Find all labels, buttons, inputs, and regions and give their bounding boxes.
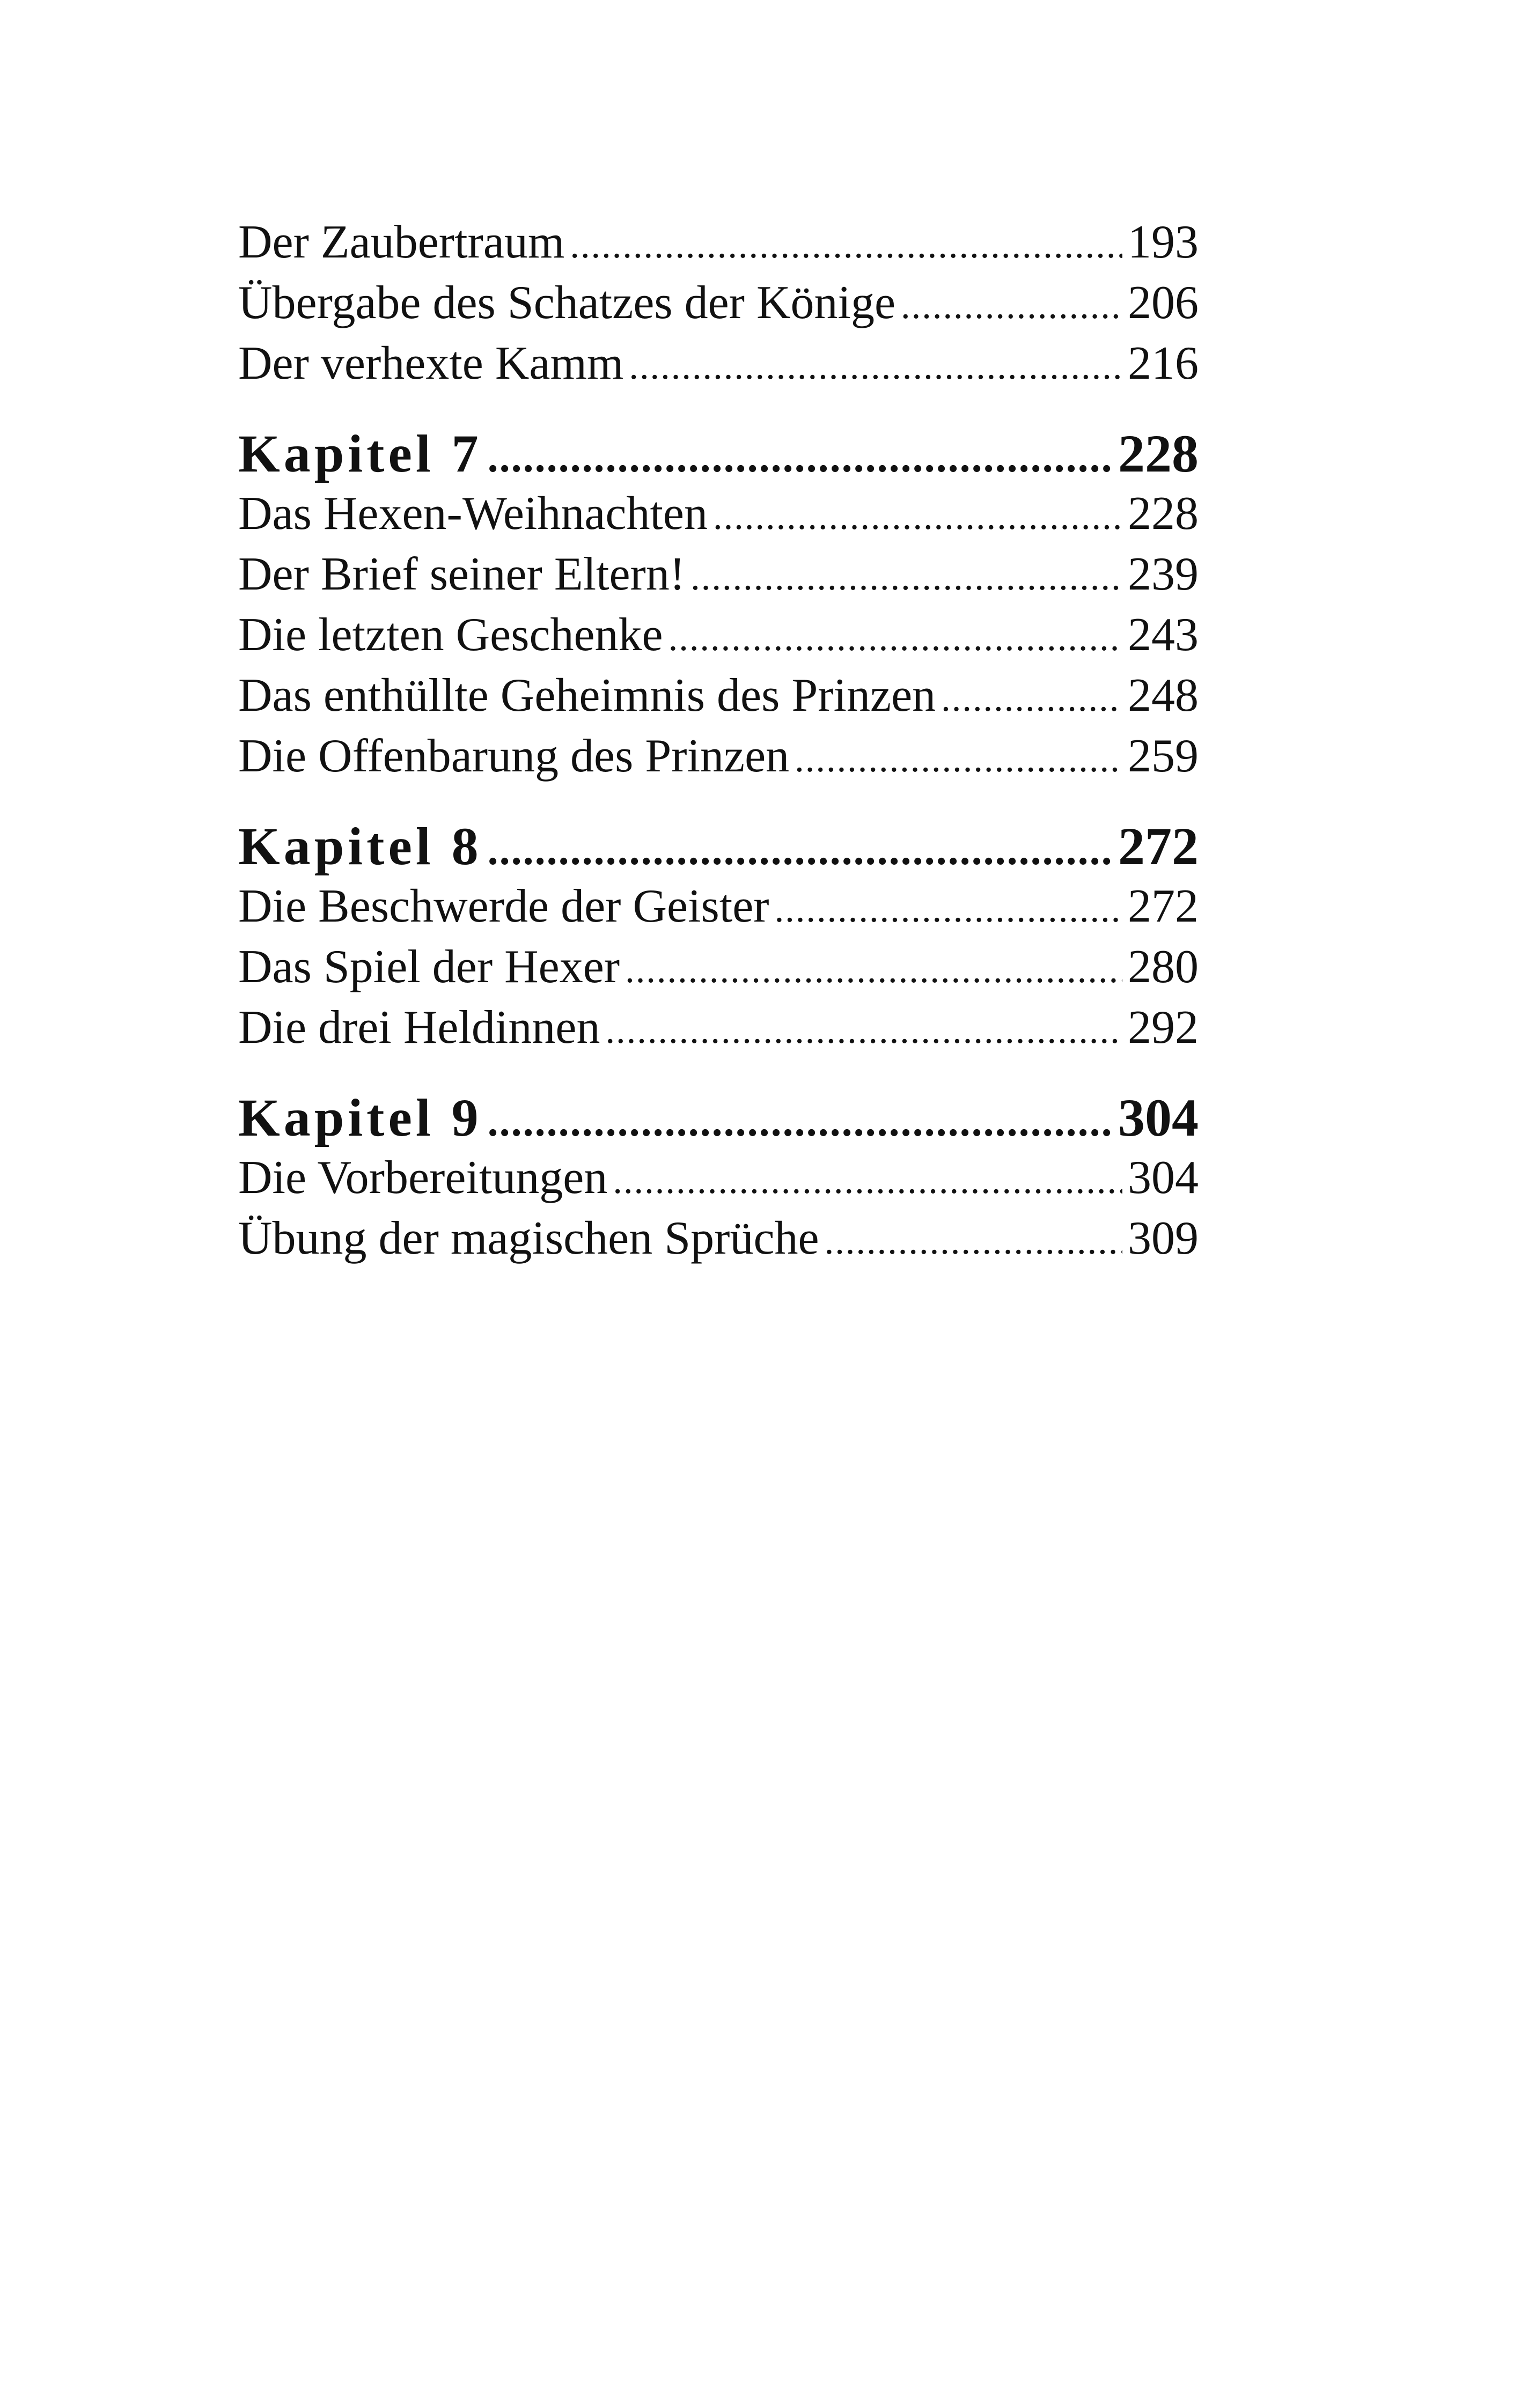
- toc-entry: [238, 483, 1199, 544]
- toc-entry-page: 193: [1128, 216, 1199, 268]
- toc-entry: [238, 544, 1199, 605]
- toc-entry-title: Der verhexte Kamm: [238, 337, 624, 389]
- toc-chapter-heading: [238, 424, 1199, 483]
- toc-entry-title: Die Vorbereitungen: [238, 1152, 608, 1204]
- toc-entry: [238, 937, 1199, 997]
- dot-leader: [629, 336, 1122, 397]
- dot-leader: [795, 729, 1122, 790]
- dot-leader: [713, 487, 1122, 547]
- toc-entry-title: Der Brief seiner Eltern!: [238, 548, 686, 600]
- toc-entry-title: Das Spiel der Hexer: [238, 941, 620, 993]
- toc-entry: [238, 876, 1199, 937]
- toc-entry: [238, 273, 1199, 333]
- chapter-title: Kapitel 9: [238, 1088, 482, 1147]
- toc-entry: [238, 605, 1199, 665]
- dot-leader: [570, 215, 1122, 276]
- toc-entry-page: 239: [1128, 548, 1199, 600]
- dot-leader: [625, 940, 1122, 1000]
- toc-entry-page: 228: [1128, 488, 1199, 540]
- toc-entry: [238, 665, 1199, 726]
- dot-leader: [690, 547, 1122, 608]
- dot-leader: [488, 428, 1113, 488]
- toc-entry-page: 304: [1128, 1152, 1199, 1204]
- toc-entry-page: 206: [1128, 277, 1199, 329]
- toc-entry: [238, 1208, 1199, 1269]
- toc-entry: [238, 1147, 1199, 1208]
- chapter-title: Kapitel 8: [238, 816, 482, 876]
- dot-leader: [488, 1092, 1113, 1152]
- dot-leader: [605, 1000, 1122, 1061]
- dot-leader: [825, 1211, 1122, 1272]
- chapter-title: Kapitel 7: [238, 424, 482, 483]
- chapter-page: 272: [1118, 816, 1199, 876]
- dot-leader: [775, 879, 1122, 940]
- toc-entry-title: Der Zaubertraum: [238, 216, 565, 268]
- dot-leader: [941, 668, 1122, 729]
- toc-entry-page: 292: [1128, 1002, 1199, 1054]
- toc-entry-page: 259: [1128, 730, 1199, 782]
- dot-leader: [613, 1151, 1122, 1211]
- toc-entry: [238, 333, 1199, 394]
- toc-entry-page: 272: [1128, 880, 1199, 932]
- toc-entry: [238, 212, 1199, 273]
- toc-entry-title: Das Hexen-Weihnachten: [238, 488, 708, 540]
- toc-entry-title: Das enthüllte Geheimnis des Prinzen: [238, 669, 936, 721]
- toc-entry-title: Übergabe des Schatzes der Könige: [238, 277, 896, 329]
- table-of-contents: [238, 212, 1199, 1269]
- toc-chapter-heading: [238, 1088, 1199, 1147]
- toc-entry-title: Die drei Heldinnen: [238, 1002, 600, 1054]
- toc-entry-title: Die letzten Geschenke: [238, 609, 663, 661]
- toc-entry-page: 243: [1128, 609, 1199, 661]
- toc-entry-title: Übung der magischen Sprüche: [238, 1212, 819, 1264]
- toc-entry-title: Die Offenbarung des Prinzen: [238, 730, 790, 782]
- toc-entry-title: Die Beschwerde der Geister: [238, 880, 769, 932]
- toc-entry: [238, 997, 1199, 1058]
- toc-chapter-heading: [238, 816, 1199, 876]
- dot-leader: [488, 821, 1113, 880]
- toc-entry-page: 216: [1128, 337, 1199, 389]
- dot-leader: [901, 276, 1122, 336]
- toc-entry-page: 280: [1128, 941, 1199, 993]
- toc-entry: [238, 726, 1199, 786]
- dot-leader: [668, 608, 1122, 668]
- toc-entry-page: 309: [1128, 1212, 1199, 1264]
- chapter-page: 304: [1118, 1088, 1199, 1147]
- toc-entry-page: 248: [1128, 669, 1199, 721]
- chapter-page: 228: [1118, 424, 1199, 483]
